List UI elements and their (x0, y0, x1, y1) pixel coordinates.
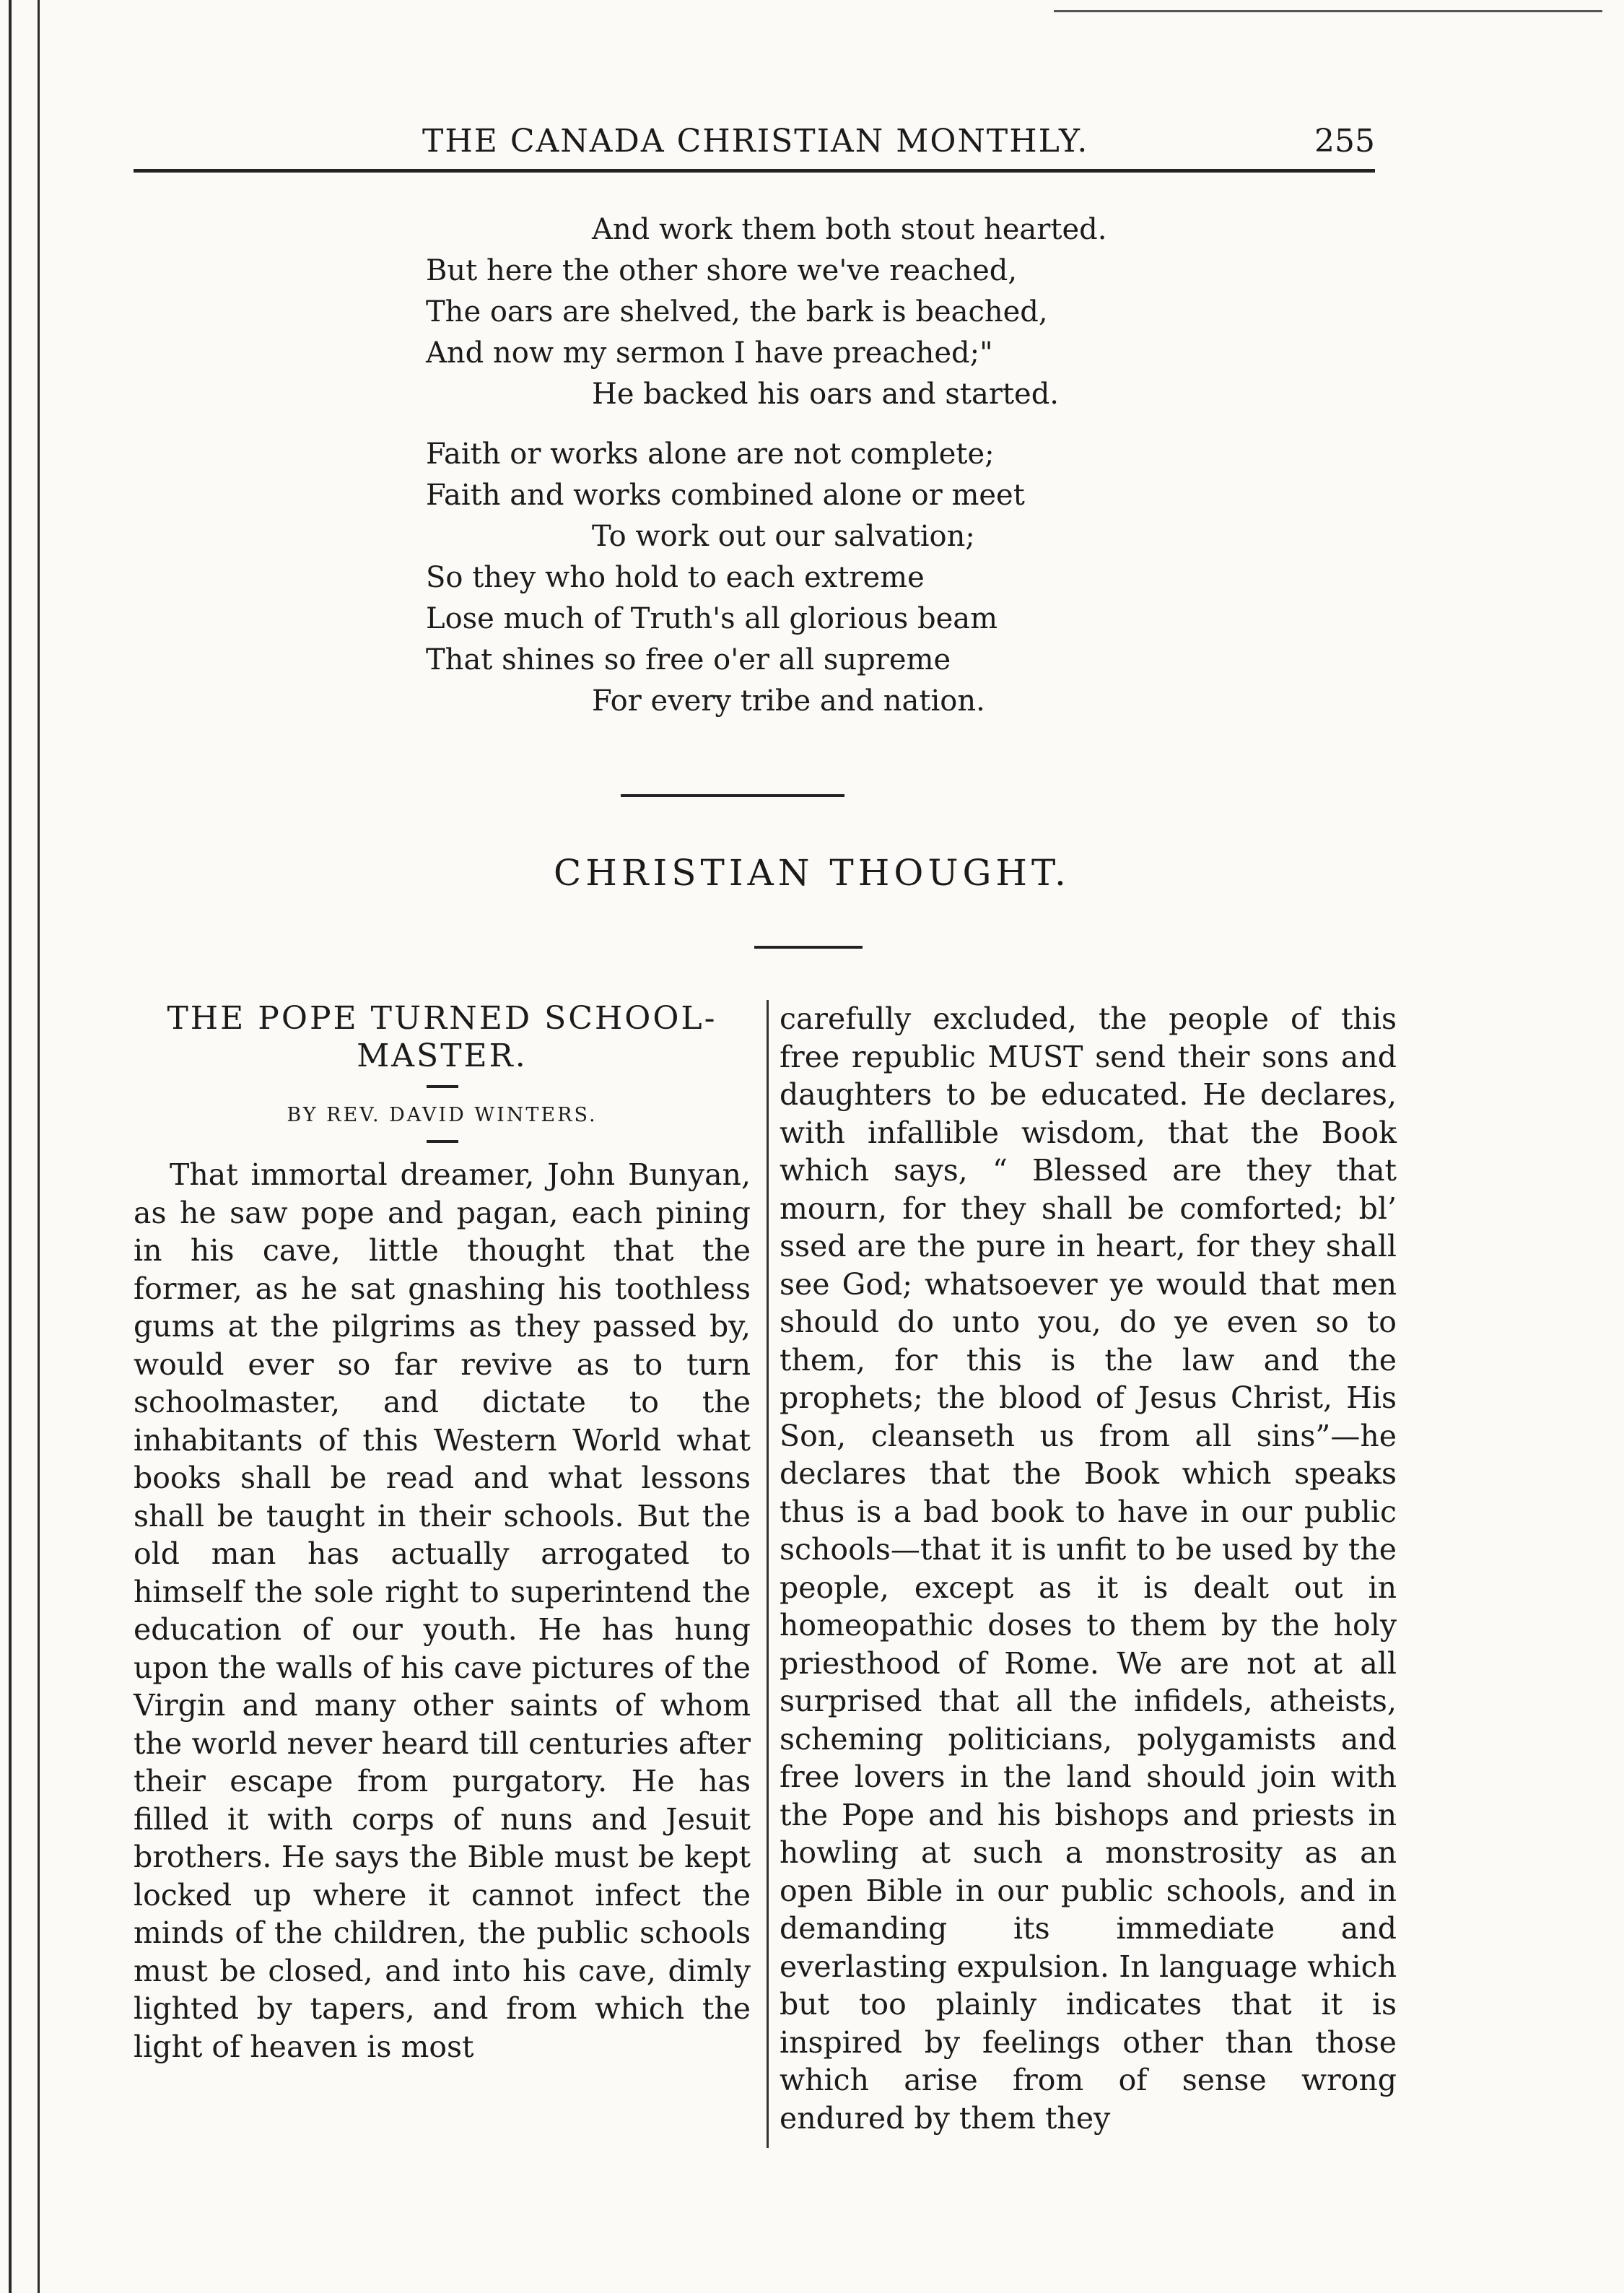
poem-line: To work out our salvation; (592, 520, 975, 553)
byline-rule (427, 1140, 458, 1143)
running-title: THE CANADA CHRISTIAN MONTHLY. (422, 123, 1089, 160)
poem-line: But here the other shore we've reached, (426, 254, 1018, 287)
section-underline (754, 946, 863, 949)
article-column-left (134, 1000, 751, 2066)
poem-stanza (426, 209, 1364, 415)
poem-line: The oars are shelved, the bark is beached, (426, 295, 1048, 328)
article-paragraph: That immortal dreamer, John Bunyan, as he saw pope and pagan, each pining in his cave, little thought that the former, as he sat gnashing his toothless gums at the pilgrims as they passed by, would ever so far revive as to turn schoolmaster, and dictate to the inhabitants of this Western World what books shall be read and what lessons shall be taught in their schools. But the old man has actually arrogated to himself the sole right to superintend the education of our youth. He has hung upon the walls of his cave pictures of the Virgin and many other saints of whom the world never heard till centuries after their escape from purgatory. He has filled it with corps of nuns and Jesuit brothers. He says the Bible must be kept locked up where it cannot infect the minds of the children, the public schools must be closed, and into his cave, dimly lighted by tapers, and from which the light of heaven is most (134, 1157, 751, 2064)
page-number: 255 (1314, 123, 1375, 160)
page-header (134, 123, 1375, 173)
poem-stanza (426, 434, 1364, 722)
article-paragraph-continued: carefully excluded, the people of this free republic MUST send their sons and daughters to be educated. He declares, with infallible wisdom, that the Book which says, “ Blessed are they that mourn, for they shall be comforted; bl’ ssed are the pure in heart, for they shall see God; whatsoever ye would that men should do unto you, do ye even so to them, for this is the law and the prophets; the blood of Jesus Christ, His Son, cleanseth us from all sins”—he declares that the Book which speaks thus is a bad book to have in our public schools—that it is unfit to be used by the people, except as it is dealt out in homeopathic doses to them by the holy priesthood of Rome. We are not at all surprised that all the infidels, atheists, scheming politicians, polygamists and free lovers in the land should join with the Pope and his bishops and priests in howling at such a monstrosity as an open Bible in our public schools, and in demanding its immediate and everlasting expulsion. In language which but too plainly indicates that it is inspired by feelings other than those which arise from of sense wrong endured by them they (780, 1001, 1397, 2136)
title-rule (427, 1085, 458, 1088)
binding-line (38, 0, 40, 2293)
poem-line: And now my sermon I have preached;" (426, 336, 993, 370)
poem-line: That shines so free o'er all supreme (426, 643, 951, 676)
top-rule (1054, 10, 1602, 12)
binding-line (9, 0, 12, 2293)
poem (426, 209, 1364, 741)
section-title: CHRISTIAN THOUGHT. (554, 852, 1070, 894)
poem-line: Lose much of Truth's all glorious beam (426, 602, 998, 635)
poem-line: Faith and works combined alone or meet (426, 479, 1025, 512)
article-column-right (780, 1000, 1397, 2137)
poem-line: For every tribe and nation. (592, 684, 985, 718)
article-title: THE POPE TURNED SCHOOL-MASTER. (167, 1000, 717, 1074)
column-divider (767, 1000, 769, 2148)
poem-line: And work them both stout hearted. (592, 213, 1107, 246)
poem-line: So they who hold to each extreme (426, 561, 925, 594)
section-divider (621, 794, 844, 797)
poem-line: Faith or works alone are not complete; (426, 438, 995, 471)
article-byline: BY REV. DAVID WINTERS. (287, 1104, 598, 1126)
poem-line: He backed his oars and started. (592, 378, 1060, 411)
